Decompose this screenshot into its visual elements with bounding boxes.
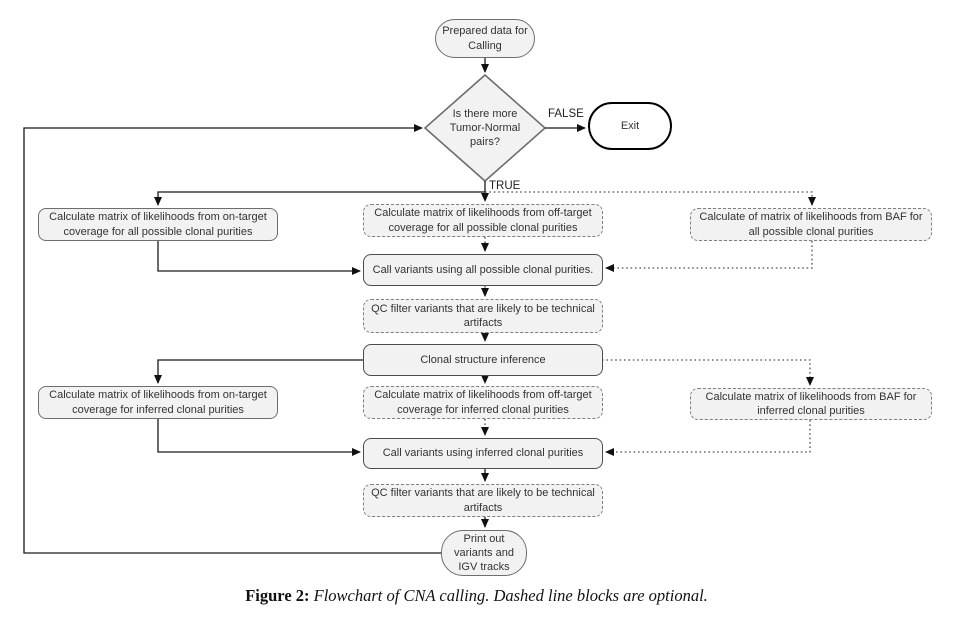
node-call-variants-all: Call variants using all possible clonal purities. [363, 254, 603, 286]
node-qc-filter-1: QC filter variants that are likely to be technical artifacts [363, 299, 603, 333]
edge-clonal-to-baf-inferred [602, 360, 810, 385]
node-qc-filter-2: QC filter variants that are likely to be technical artifacts [363, 484, 603, 517]
figure-caption-label: Figure 2: [245, 586, 310, 605]
node-calc-off-target-all: Calculate matrix of likelihoods from off-target coverage for all possible clonal purities [363, 204, 603, 237]
figure-caption-text: Flowchart of CNA calling. Dashed line blocks are optional. [309, 586, 708, 605]
node-calc-on-target-inferred: Calculate matrix of likelihoods from on-target coverage for inferred clonal purities [38, 386, 278, 419]
node-call-variants-inferred: Call variants using inferred clonal purities [363, 438, 603, 469]
figure-caption [0, 586, 953, 606]
edge-ontarget-all-to-call-all [158, 241, 360, 271]
node-calc-baf-all: Calculate of matrix of likelihoods from BAF for all possible clonal purities [690, 208, 932, 241]
node-start: Prepared data for Calling [435, 19, 535, 58]
node-calc-baf-inferred: Calculate matrix of likelihoods from BAF for inferred clonal purities [690, 388, 932, 420]
node-decision: Is there more Tumor-Normal pairs? [449, 107, 521, 149]
node-calc-on-target-all: Calculate matrix of likelihoods from on-target coverage for all possible clonal purities [38, 208, 278, 241]
edge-baf-inferred-to-call-inferred [606, 420, 810, 452]
node-calc-off-target-inferred: Calculate matrix of likelihoods from off-target coverage for inferred clonal purities [363, 386, 603, 419]
edge-clonal-to-ontarget-inferred [158, 360, 363, 383]
node-clonal-structure-inference: Clonal structure inference [363, 344, 603, 376]
node-exit: Exit [588, 102, 672, 150]
edge-baf-all-to-call-all [606, 241, 812, 268]
edge-label-true: TRUE [489, 180, 521, 192]
edge-label-false: FALSE [548, 108, 584, 120]
node-print-out: Print out variants and IGV tracks [441, 530, 527, 576]
edge-ontarget-inferred-to-call-inferred [158, 419, 360, 452]
